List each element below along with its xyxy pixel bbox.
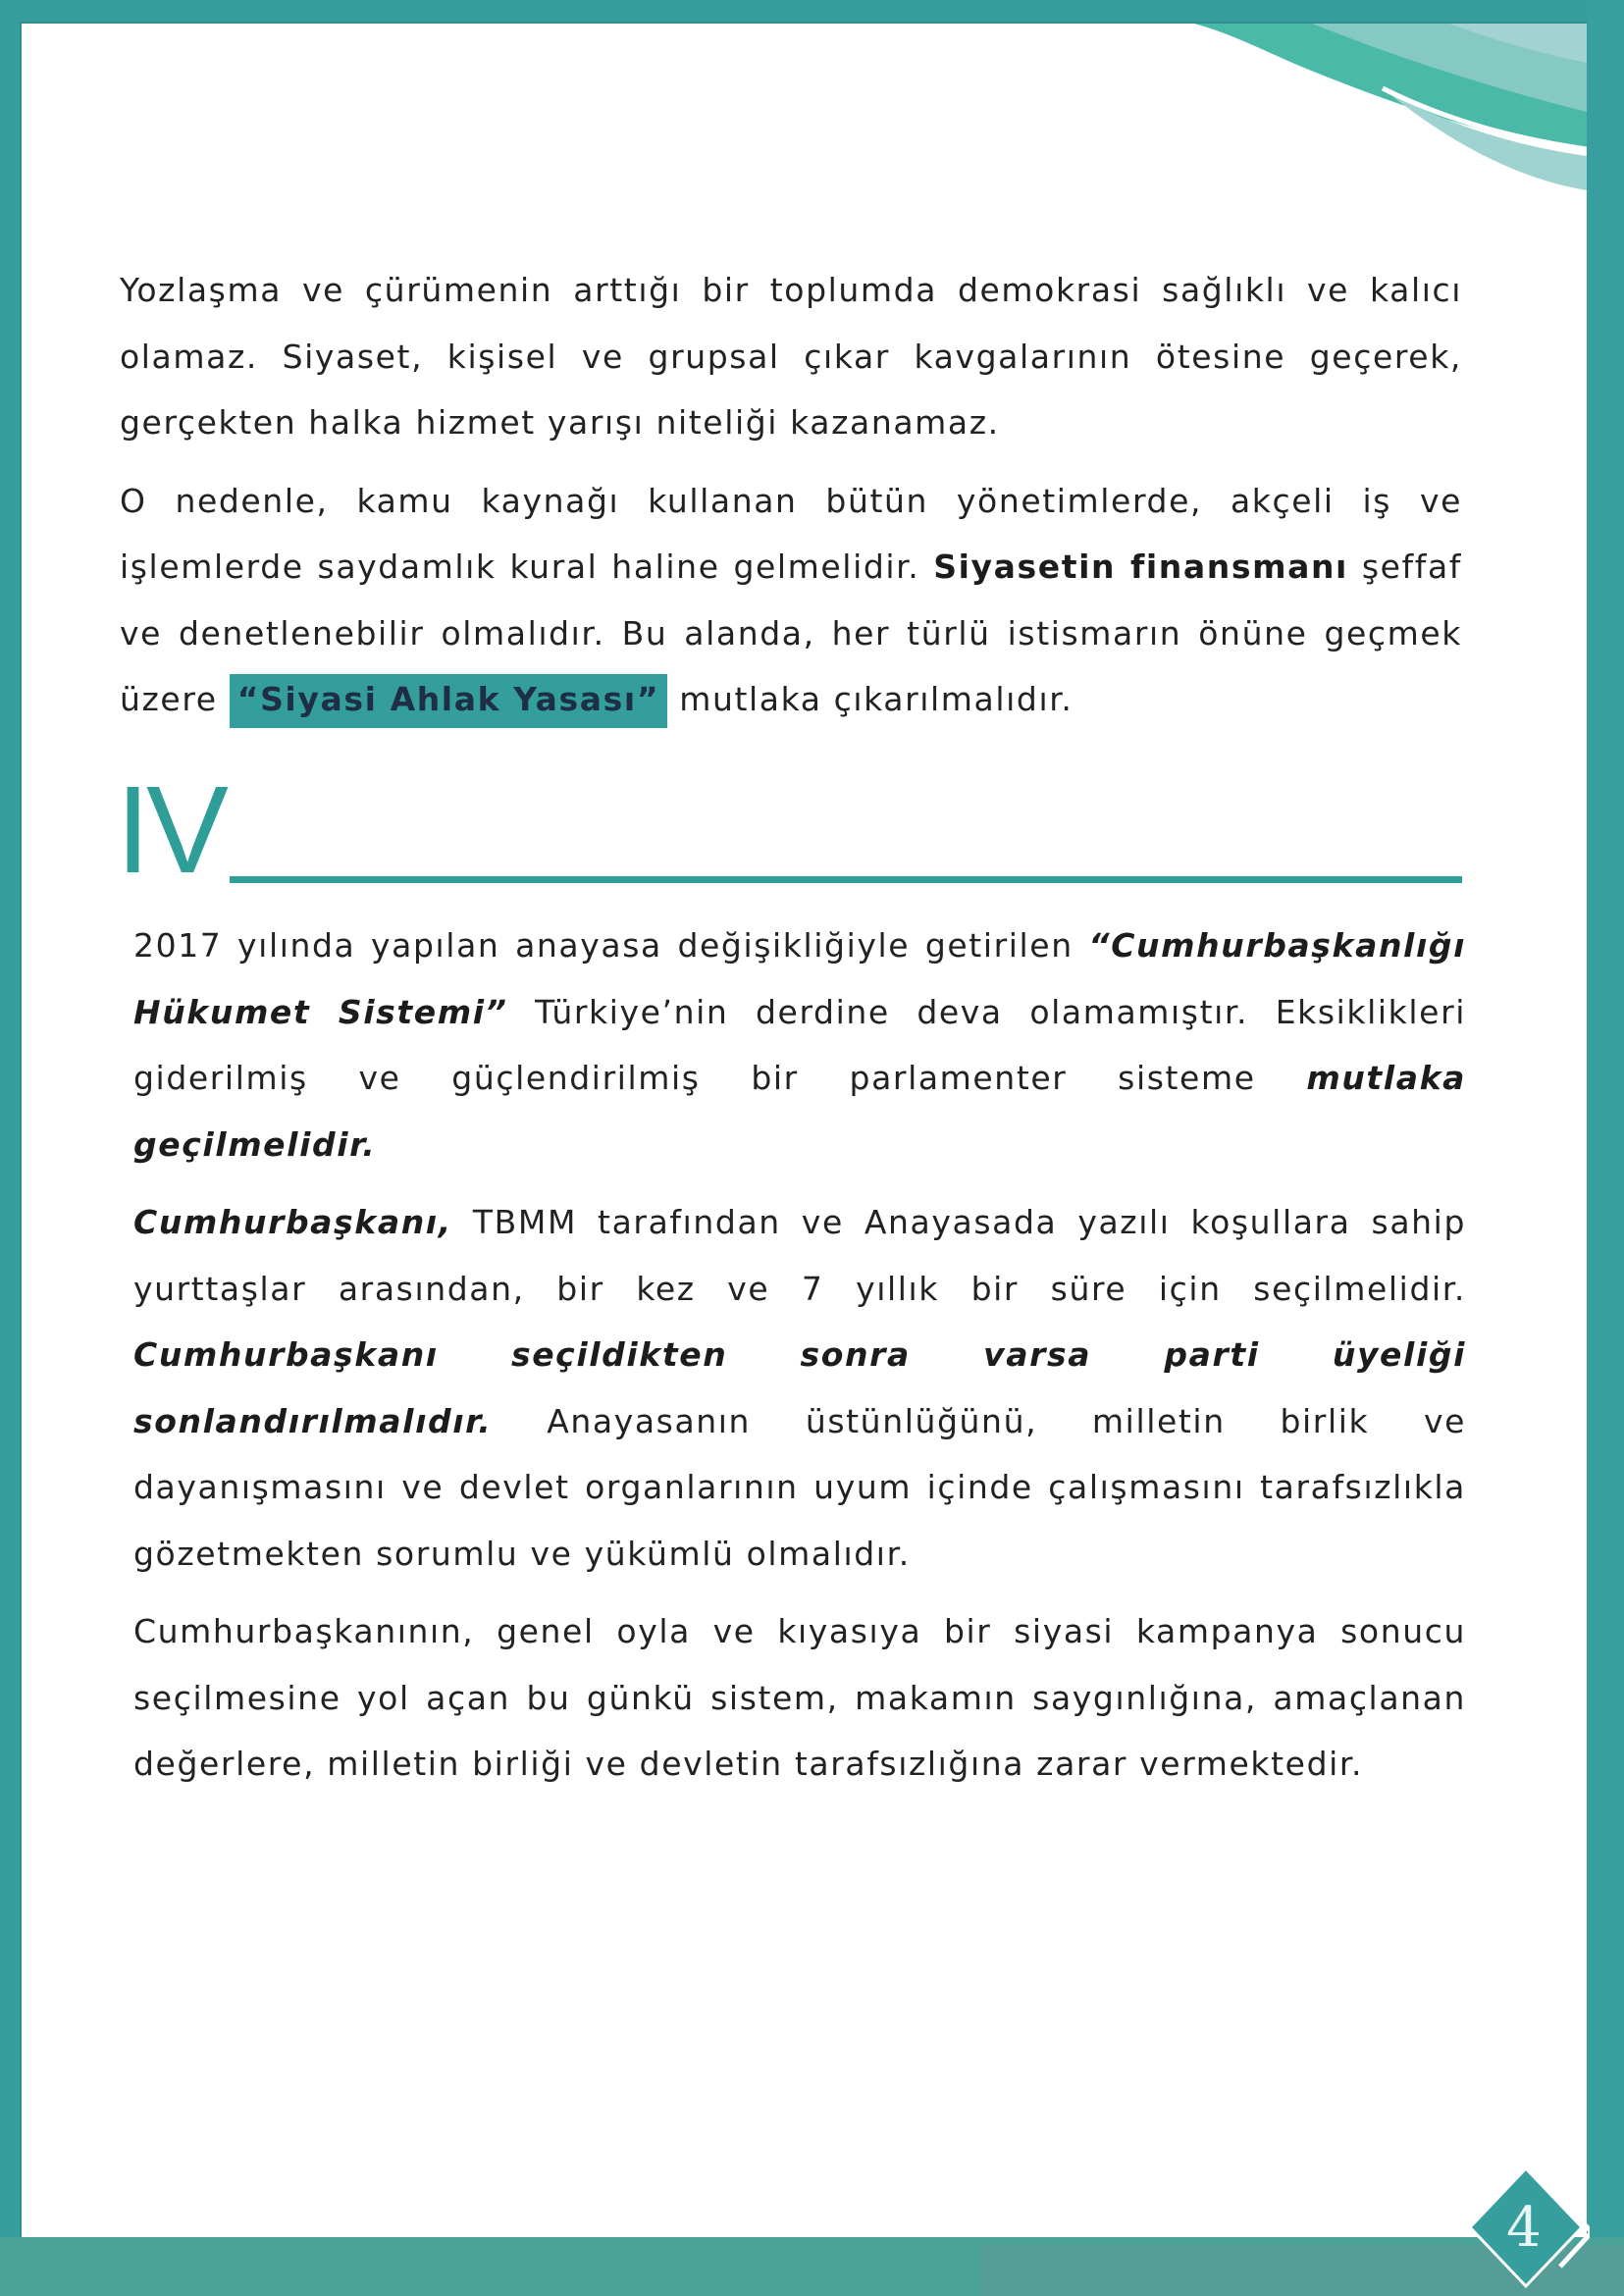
section-paragraph-2 bbox=[133, 1189, 1466, 1587]
paragraph-text: Anayasanın üstünlüğünü, milletin birlik ve dayanışmasını ve devlet organlarının uyum içinde çalışmasını tarafsızlıkla gözetmekten sorumlu ve yükümlü olmalıdır. bbox=[133, 1401, 1466, 1573]
intro-section bbox=[120, 257, 1462, 745]
bold-italic-must-transition: mutlaka geçilmelidir. bbox=[133, 1059, 1466, 1164]
section-heading-rule bbox=[230, 876, 1462, 883]
bold-phrase-political-finance: Siyasetin finansmanı bbox=[933, 548, 1348, 586]
paragraph-text: Türkiye’nin derdine deva olamamıştır. Eksiklikleri giderilmiş ve güçlendirilmiş bir parlamenter sisteme bbox=[133, 992, 1466, 1097]
paragraph-text: mutlaka çıkarılmalıdır. bbox=[667, 680, 1074, 718]
page-number: 4 bbox=[1506, 2196, 1542, 2260]
intro-paragraph-1: Yozlaşma ve çürümenin arttığı bir toplumda demokrasi sağlıklı ve kalıcı olamaz. Siyaset, kişisel ve grupsal çıkar kavgalarının ötesine geçerek, gerçekten halka hizmet yarışı niteliği kazanamaz. bbox=[120, 271, 1462, 442]
section-numeral: IV bbox=[116, 760, 226, 899]
section-paragraph-3: Cumhurbaşkanının, genel oyla ve kıyasıya bir siyasi kampanya sonucu seçilmesine yol açan bu günkü sistem, makamın saygınlığına, amaçlanan değerlere, milletin birliği ve devletin tarafsızlığına zarar vermektedir. bbox=[133, 1612, 1466, 1783]
section-paragraph-1 bbox=[133, 913, 1466, 1177]
page-frame-right bbox=[1587, 0, 1624, 2296]
highlight-political-ethics-law: “Siyasi Ahlak Yasası” bbox=[230, 674, 667, 728]
paragraph-text: şeffaf ve denetlenebilir olmalıdır. Bu alanda, her türlü istismarın önüne geçmek üzere bbox=[120, 548, 1462, 718]
section-heading bbox=[116, 760, 1462, 899]
paragraph-text: O nedenle, kamu kaynağı kullanan bütün yönetimlerde, akçeli iş ve işlemlerde saydamlık kural haline gelmelidir. bbox=[120, 481, 1462, 586]
page-frame-top bbox=[0, 0, 1624, 22]
paragraph-text: TBMM tarafından ve Anayasada yazılı koşullara sahip yurttaşlar arasından, bir kez ve 7 yıllık bir süre için seçilmelidir. bbox=[133, 1203, 1466, 1308]
paragraph-text: 2017 yılında yapılan anayasa değişikliğiyle getirilen bbox=[133, 926, 1089, 965]
bold-italic-system-name: “Cumhurbaşkanlığı Hükumet Sistemi” bbox=[133, 926, 1466, 1031]
intro-paragraph-2 bbox=[120, 468, 1462, 733]
bold-italic-president: Cumhurbaşkanı, bbox=[133, 1203, 452, 1241]
corner-wave-decoration bbox=[900, 24, 1587, 190]
page-frame-left bbox=[0, 0, 20, 2296]
bold-italic-party-membership: Cumhurbaşkanı seçildikten sonra varsa parti üyeliği sonlandırılmalıdır. bbox=[133, 1335, 1466, 1440]
section-body bbox=[133, 913, 1466, 1809]
